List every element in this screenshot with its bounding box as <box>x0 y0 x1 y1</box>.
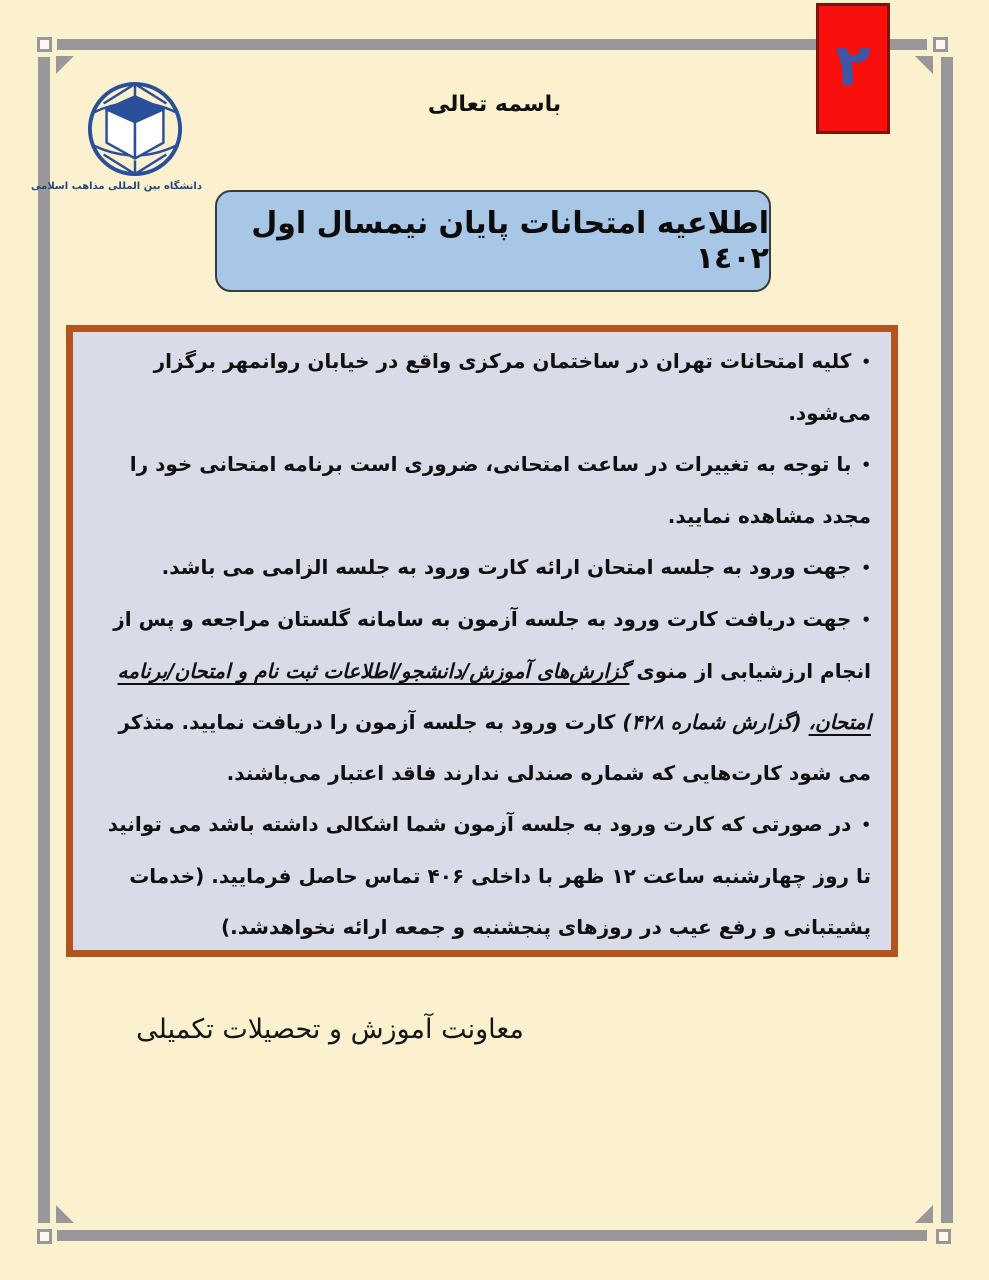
bullet-icon: • <box>861 353 871 371</box>
notice-item <box>97 953 871 957</box>
bullet-icon: • <box>861 456 871 474</box>
frame-corner-square-top-right <box>933 37 948 52</box>
frame-corner-triangle-top-left <box>56 56 74 74</box>
notice-text-segment: جهت دریافت کارت ورود به جلسه آزمون به سامانه گلستان مراجعه و پس از انجام ارزشیابی از منوی <box>113 607 871 683</box>
frame-bar-left <box>38 57 50 1223</box>
besmele-heading: باسمه تعالی <box>427 92 562 117</box>
university-logo-caption: دانشگاه بین المللی مذاهب اسلامی <box>31 181 202 192</box>
announcement-title-box <box>215 190 771 292</box>
frame-corner-square-bottom-right <box>936 1229 951 1244</box>
frame-corner-triangle-bottom-left <box>56 1205 74 1223</box>
notice-item <box>97 799 871 953</box>
notice-text-segment: جهت ورود به جلسه امتحان ارائه کارت ورود به جلسه الزامی می باشد. <box>161 555 852 579</box>
page-number: ٢ <box>835 30 871 99</box>
page-number-flag <box>816 3 890 134</box>
frame-corner-triangle-top-right <box>915 56 933 74</box>
frame-corner-triangle-bottom-right <box>915 1205 933 1223</box>
bullet-icon: • <box>861 559 871 577</box>
frame-corner-square-top-left <box>37 37 52 52</box>
frame-bar-top <box>57 39 927 50</box>
notice-item <box>97 542 871 594</box>
notice-item <box>97 594 871 799</box>
signature-line: معاونت آموزش و تحصیلات تکمیلی <box>136 1014 524 1045</box>
bullet-icon: • <box>861 611 871 629</box>
notice-text-segment: با توجه به تغییرات در ساعت امتحانی، ضروری است برنامه امتحانی خود را مجدد مشاهده نمایید. <box>129 452 871 528</box>
notice-text-segment: (گزارش شماره ۴۲۸) <box>622 710 809 734</box>
notice-item <box>97 336 871 439</box>
frame-corner-square-bottom-left <box>37 1229 52 1244</box>
announcement-title: اطلاعیه امتحانات پایان نیمسال اول ١٤٠٢ <box>251 206 769 276</box>
frame-bar-bottom <box>57 1230 927 1241</box>
frame-bar-right <box>941 57 953 1223</box>
notice-text-segment: در صورتی که کارت ورود به جلسه آزمون شما اشکالی داشته باشد می توانید تا روز چهارشنبه ساعت ۱۲ ظهر با داخلی ۴۰۶ تماس حاصل فرمایید. (خدمات پشیتبانی و رفع عیب در روزهای پنجشنبه و جمعه ارائه نخواهدشد.) <box>107 812 871 939</box>
notice-text-segment: گزارش‌های آموزش/دانشجو/اطلاعات ثبت نام و امتحان/برنامه امتحان، <box>117 659 871 734</box>
notice-list <box>97 336 871 957</box>
notice-item <box>97 439 871 542</box>
notice-text-segment: کلیه امتحانات تهران در ساختمان مرکزی واقع در خیابان روانمهر برگزار می‌شود. <box>153 349 871 425</box>
notice-box <box>66 325 898 957</box>
bullet-icon: • <box>861 816 871 834</box>
notice-text-segment: کارت ورود به جلسه آزمون را دریافت نمایید. متذکر می شود کارت‌هایی که شماره صندلی ندارند فاقد اعتبار می‌باشند. <box>118 710 871 785</box>
